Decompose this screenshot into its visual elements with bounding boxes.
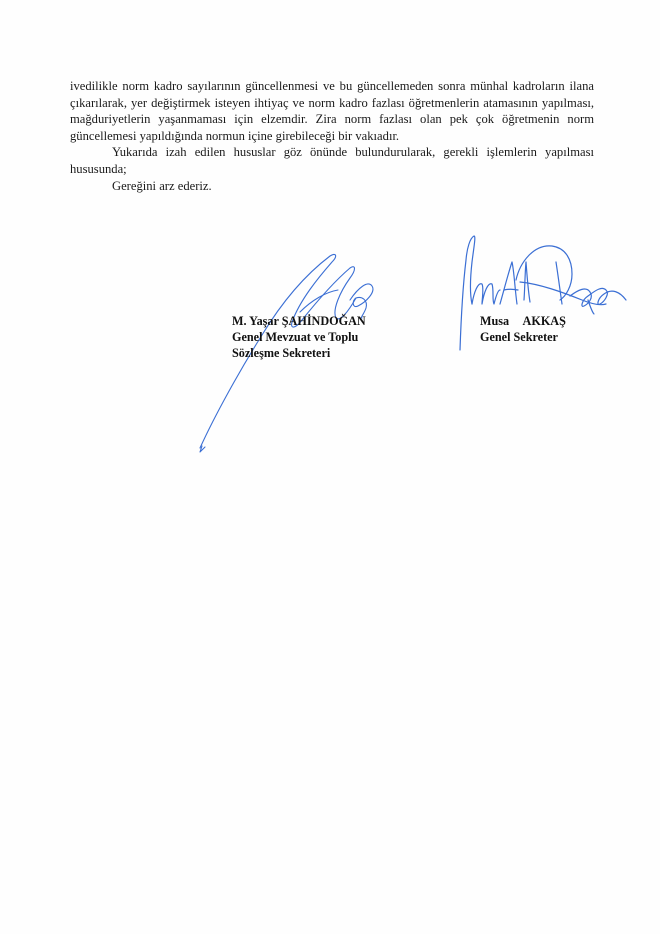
signatory-name: M. Yaşar ŞAHİNDOĞAN <box>232 314 366 328</box>
signatory-name: Musa AKKAŞ <box>480 314 566 328</box>
signatory-title-line2: Sözleşme Sekreteri <box>232 346 331 360</box>
paragraph-norm-kadro: ivedilikle norm kadro sayılarının güncellenmesi ve bu güncellemeden sonra münhal kadroların ilana çıkarılarak, yer değiştirmek isteyen ihtiyaç ve norm kadro fazlası öğretmenlerin atamasının yapılması, mağduriyetlerin yaşanmaması için elzemdir. Zira norm fazlası olan pek çok öğretmenin norm güncellemesi yapıldığında normun içine girebileceği bir vakıadır. <box>70 79 594 143</box>
paragraph-yukarida: Yukarıda izah edilen hususlar göz önünde bulundurularak, gerekli işlemlerin yapılması hususunda; <box>70 145 594 176</box>
signatory-akkas <box>480 313 566 345</box>
signatory-title-line1: Genel Mevzuat ve Toplu <box>232 330 359 344</box>
paragraph-closing: Gereğini arz ederiz. <box>112 178 212 193</box>
signatory-title-line1: Genel Sekreter <box>480 330 558 344</box>
signatory-sahindogan <box>232 313 366 361</box>
